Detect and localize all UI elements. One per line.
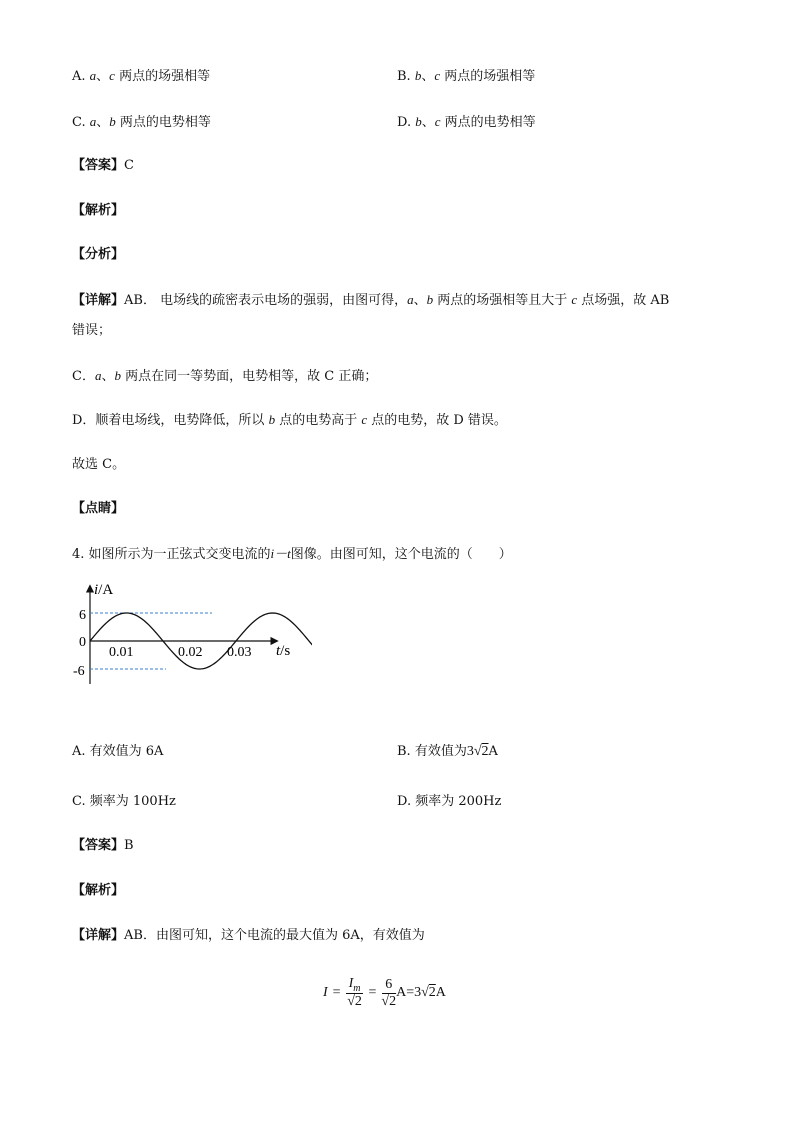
q4-option-a: A. 有效值为 6A <box>72 744 164 759</box>
detail-d-line: D．顺着电场线，电势降低，所以 b 点的电势高于 c 点的电势，故 D 错误。 <box>72 412 507 428</box>
x-tick-002: 0.02 <box>178 645 203 660</box>
x-tick-001: 0.01 <box>109 645 134 660</box>
q4-detail-line: 【详解】AB．由图可知，这个电流的最大值为 6A，有效值为 <box>72 928 425 943</box>
fraction-1: $\frac{I_m}{√2}$ <box>347 975 362 1010</box>
detail-c-line: C．a、b 两点在同一等势面，电势相等，故 C 正确； <box>72 368 378 384</box>
answer-value: C <box>124 158 134 173</box>
dianjing-label: 【点睛】 <box>72 501 125 516</box>
option-a: A. a、c 两点的场强相等 <box>72 68 211 84</box>
y-tick-6: 6 <box>79 608 86 623</box>
y-axis-label: i/A <box>94 582 114 598</box>
y-tick-0: 0 <box>79 635 86 650</box>
analysis-label: 【解析】 <box>72 203 125 218</box>
option-c: C. a、b 两点的电势相等 <box>72 114 211 130</box>
q4-option-c: C. 频率为 100Hz <box>72 794 176 809</box>
x-tick-003: 0.03 <box>227 645 252 660</box>
detail-ab-line1: 【详解】AB． 电场线的疏密表示电场的强弱，由图可得，a、b 两点的场强相等且大于 c 点场强，故 AB <box>72 292 670 308</box>
option-b: B. b、c 两点的场强相等 <box>397 68 536 84</box>
answer-line <box>72 157 134 175</box>
sine-graph <box>72 578 312 688</box>
q4-option-d: D. 频率为 200Hz <box>397 794 502 809</box>
answer-label: 【答案】 <box>72 158 125 173</box>
conclusion-line: 故选 C。 <box>72 457 126 472</box>
q4-analysis-label: 【解析】 <box>72 883 125 898</box>
detail-ab-line2: 错误； <box>72 323 112 338</box>
y-tick-neg6: -6 <box>73 664 85 679</box>
q4-option-b: B. 有效值为3√2A <box>397 744 498 759</box>
option-d: D. b、c 两点的电势相等 <box>397 114 536 130</box>
q4-answer-line: 【答案】B <box>72 838 134 853</box>
question-4-stem: 4. 如图所示为一正弦式交变电流的i－t图像。由图可知，这个电流的（ ） <box>72 546 512 562</box>
x-axis-label: t/s <box>276 643 291 659</box>
fraction-2: $\frac{6}{√2}$ <box>381 976 397 1009</box>
sqrt-symbol: √ <box>473 744 482 759</box>
fenxi-label: 【分析】 <box>72 247 125 262</box>
rms-equation: I = $\frac{I_m}{√2}$ = $\frac{6}{√2}$ A=3 √ 2 A <box>323 975 446 1010</box>
